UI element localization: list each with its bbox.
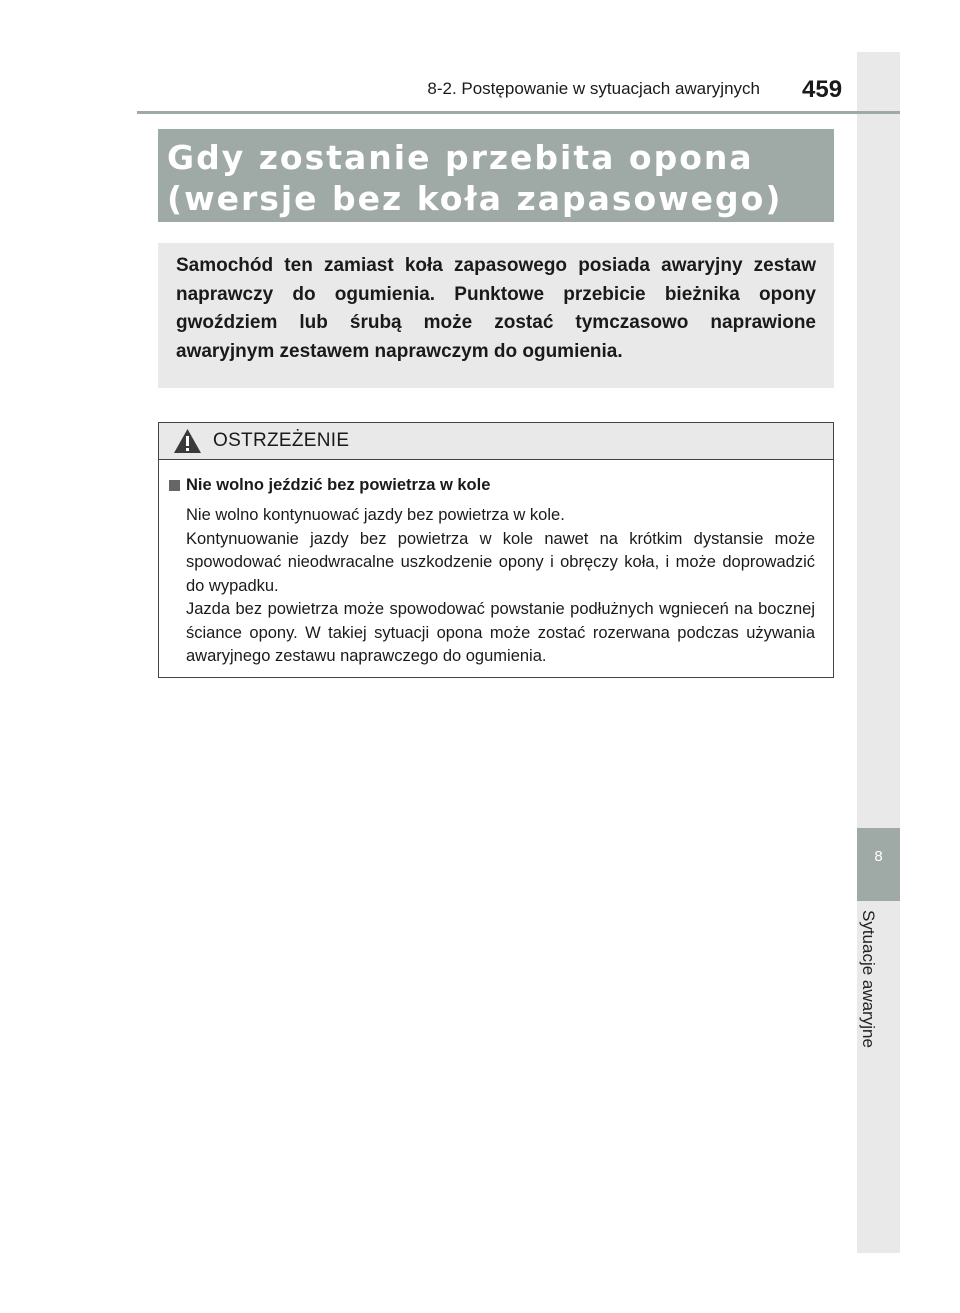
chapter-number-tab <box>857 828 900 901</box>
warning-paragraph: Nie wolno kontynuować jazdy bez powietrza w kole. <box>186 506 565 524</box>
warning-paragraph: Jazda bez powietrza może spowodować powstanie podłużnych wgnieceń na bocznej ściance opony. W takiej sytuacji opona może zostać rozerwana podczas używania awaryjnego zestawu naprawczego do ogumienia. <box>186 600 815 665</box>
section-title: 8-2. Postępowanie w sytuacjach awaryjnych <box>427 79 760 98</box>
chapter-number: 8 <box>874 848 883 865</box>
title-banner <box>158 129 834 222</box>
warning-body <box>186 504 815 669</box>
header-rule <box>137 111 900 114</box>
page-number: 459 <box>802 76 843 103</box>
chapter-label: Sytuacje awaryjne <box>859 910 878 1048</box>
bullet-square-icon <box>169 480 180 491</box>
warning-heading: Nie wolno jeździć bez powietrza w kole <box>186 476 491 494</box>
warning-triangle-icon <box>173 428 202 454</box>
page-title: Gdy zostanie przebita opona (wersje bez koła zapasowego) <box>167 138 783 218</box>
warning-paragraph: Kontynuowanie jazdy bez powietrza w kole nawet na krótkim dystansie może spowodować nieodwracalne uszkodzenie opony i obręczy koła, i może doprowadzić do wypadku. <box>186 529 815 595</box>
warning-box <box>158 422 834 678</box>
warning-header <box>159 423 833 460</box>
warning-label: OSTRZEŻENIE <box>213 430 350 451</box>
chapter-side-tab <box>857 52 900 1253</box>
intro-text: Samochód ten zamiast koła zapasowego posiada awaryjny zestaw naprawczy do ogumienia. Punktowe przebicie bieżnika opony gwoździem lub śrubą może zostać tymczasowo naprawione awaryjnym zestawem naprawczym do ogumienia. <box>176 255 816 362</box>
intro-box <box>158 243 834 388</box>
